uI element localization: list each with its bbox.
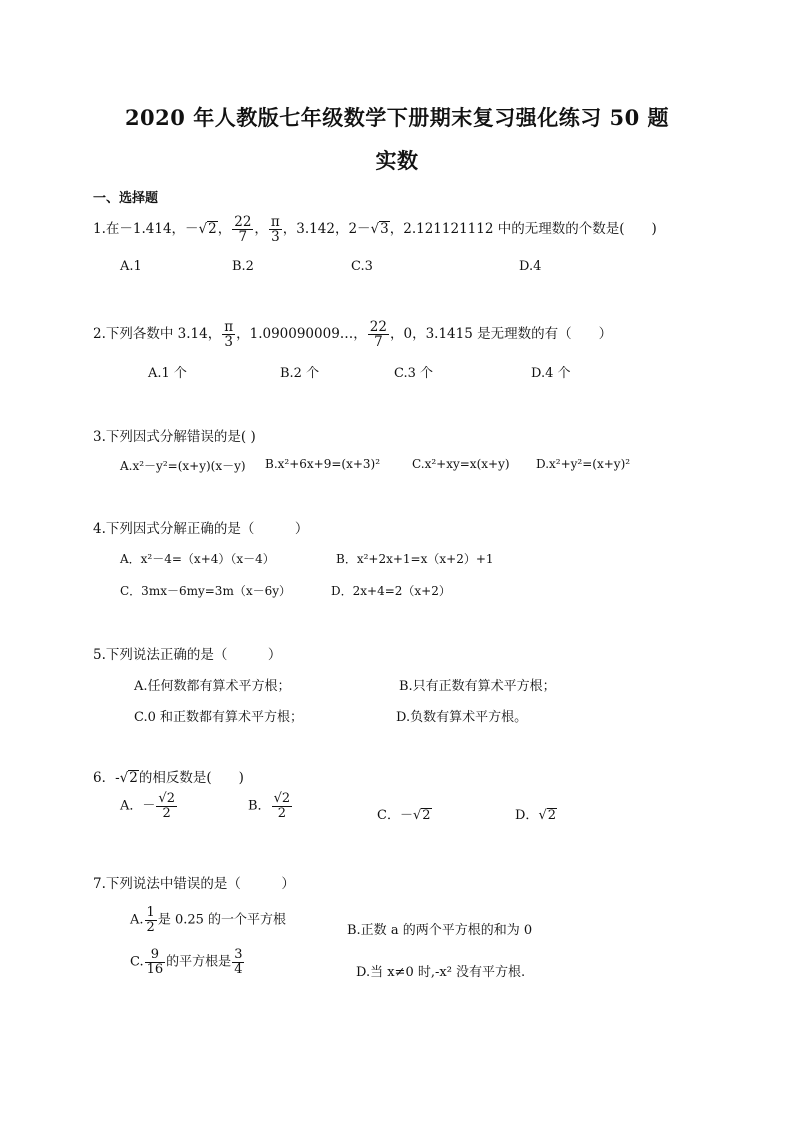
- document-subtitle: 实数: [375, 148, 419, 173]
- q3-option-a: A.x²－y²=(x+y)(x－y): [120, 459, 246, 473]
- q3-option-c: C.x²+xy=x(x+y): [412, 457, 510, 471]
- q5-option-a: A.任何数都有算术平方根；: [134, 679, 291, 694]
- q7-option-a-label: A.: [130, 912, 144, 928]
- q2-option-d: D.4 个: [531, 366, 571, 381]
- q6-option-b-label: B．: [248, 798, 271, 814]
- fraction-1-2: [145, 906, 157, 934]
- sqrt-symbol: √2: [412, 808, 431, 823]
- q7-option-c-text: 的平方根是: [166, 954, 232, 970]
- q1-frac-num: 22: [234, 213, 252, 230]
- q7-a-num: 1: [146, 905, 155, 920]
- q6-option-c-label: C．－: [377, 808, 413, 823]
- question-3-stem: 3.下列因式分解错误的是( ): [93, 429, 256, 445]
- q2-option-a: A.1 个: [148, 366, 187, 381]
- q7-c-den: 16: [146, 961, 164, 977]
- q2-frac-num: 22: [369, 318, 387, 335]
- q2-text-c: ，0，3.1415 是无理数的有（ ）: [389, 326, 613, 342]
- question-1-stem: 1.在－1.414，－√2， $\frac{22}{7}$ ， $\frac{\pi}{3}$ ，3.142，2－√3，2.121121112 中的无理数的个数是( ): [93, 210, 657, 248]
- q4-option-d: D．2x+4=2（x+2）: [331, 584, 451, 598]
- question-6-stem: [93, 766, 244, 786]
- q7-c-num: 9: [145, 948, 166, 963]
- q2-option-c: C.3 个: [394, 366, 434, 381]
- fraction-sqrt2-2: [272, 792, 293, 820]
- sqrt-symbol: √2: [538, 808, 557, 823]
- q1-option-c: C.3: [351, 259, 373, 274]
- q6-option-d-label: D．: [515, 808, 539, 823]
- q1-sqrt-radicand: 2: [208, 221, 217, 237]
- fraction-pi-3: [269, 215, 282, 244]
- sqrt-symbol: √2: [119, 770, 138, 786]
- fraction-numerator: √2: [273, 791, 291, 806]
- fraction-3-4: [232, 948, 244, 976]
- fraction-sqrt2-2: [156, 792, 177, 820]
- q6-text-b: 的相反数是( ): [138, 770, 244, 786]
- q2-pi-num: π: [224, 318, 234, 335]
- q7-c2-den: 4: [234, 961, 243, 977]
- section-heading: 一、选择题: [93, 191, 159, 206]
- q1-text-b: ，3.142，2－: [282, 221, 371, 237]
- q7-option-c-label: C.: [130, 954, 144, 970]
- q1-option-a: A.1: [120, 259, 142, 274]
- q6-option-c: [377, 804, 432, 823]
- q2-pi-den: 3: [224, 334, 233, 350]
- q1-sqrt3-radicand: 3: [380, 221, 389, 237]
- q7-option-a-text: 是 0.25 的一个平方根: [157, 912, 287, 928]
- q6-b-radicand: 2: [281, 791, 291, 806]
- q3-option-b: B.x²+6x+9=(x+3)²: [265, 457, 381, 471]
- q4-option-c: C．3mx－6my=3m（x－6y）: [120, 584, 292, 598]
- q5-option-c: C.0 和正数都有算术平方根；: [134, 710, 304, 725]
- question-4-stem: 4.下列因式分解正确的是（ ）: [93, 521, 309, 537]
- q6-option-a: [120, 792, 178, 820]
- q1-text-c: ，2.121121112 中的无理数的个数是( ): [389, 221, 657, 237]
- sqrt-symbol: √2: [198, 221, 217, 237]
- q4-option-a: A．x²－4=（x+4）（x－4）: [120, 552, 275, 566]
- fraction-9-16: [145, 948, 166, 976]
- question-2-stem: [93, 315, 612, 353]
- q6-a-radicand: 2: [166, 791, 175, 806]
- fraction-22-7: [368, 320, 389, 349]
- q6-option-d: [515, 804, 557, 823]
- q7-option-b: B.正数 a 的两个平方根的和为 0: [347, 923, 533, 938]
- q1-pi-num: π: [270, 213, 280, 230]
- q6-c-radicand: 2: [422, 808, 431, 823]
- q6-b-den: 2: [277, 805, 286, 821]
- q6-sqrt-radicand: 2: [129, 770, 138, 786]
- q1-text-a: 1.在－1.414，－: [93, 221, 199, 237]
- document-title: 2020 年人教版七年级数学下册期末复习强化练习 50 题: [124, 105, 670, 130]
- q7-a-den: 2: [146, 919, 155, 935]
- q6-a-den: 2: [162, 805, 171, 821]
- q7-c2-num: 3: [234, 947, 243, 962]
- fraction-numerator: √2: [158, 791, 175, 806]
- q7-option-d: D.当 x≠0 时,-x² 没有平方根.: [356, 965, 526, 980]
- q2-frac-den: 7: [374, 334, 383, 350]
- q6-option-a-label: A．－: [120, 798, 156, 814]
- q6-option-b: [248, 792, 293, 820]
- q3-option-d: D.x²+y²=(x+y)²: [536, 457, 631, 471]
- q5-option-d: D.负数有算术平方根。: [396, 710, 528, 725]
- q7-option-c: [130, 948, 245, 976]
- q1-option-d: D.4: [519, 259, 542, 274]
- q6-d-radicand: 2: [547, 808, 557, 823]
- q2-option-b: B.2 个: [280, 366, 320, 381]
- sqrt-symbol: √3: [370, 221, 389, 237]
- question-7-stem: 7.下列说法中错误的是（ ）: [93, 876, 295, 892]
- fraction-pi-3: [222, 320, 235, 349]
- q2-text-b: ，1.090090009…，: [236, 326, 367, 342]
- q7-option-a: [130, 906, 286, 934]
- q2-text-a: 2.下列各数中 3.14，: [93, 326, 222, 342]
- q1-pi-den: 3: [271, 229, 280, 245]
- question-5-stem: 5.下列说法正确的是（ ）: [93, 647, 282, 663]
- fraction-22-7: [232, 215, 253, 244]
- q6-text-a: 6．-: [93, 770, 120, 786]
- q1-option-b: B.2: [232, 259, 254, 274]
- q1-frac-den: 7: [238, 229, 248, 245]
- q4-option-b: B．x²+2x+1=x（x+2）+1: [336, 552, 494, 566]
- q5-option-b: B.只有正数有算术平方根；: [399, 679, 556, 694]
